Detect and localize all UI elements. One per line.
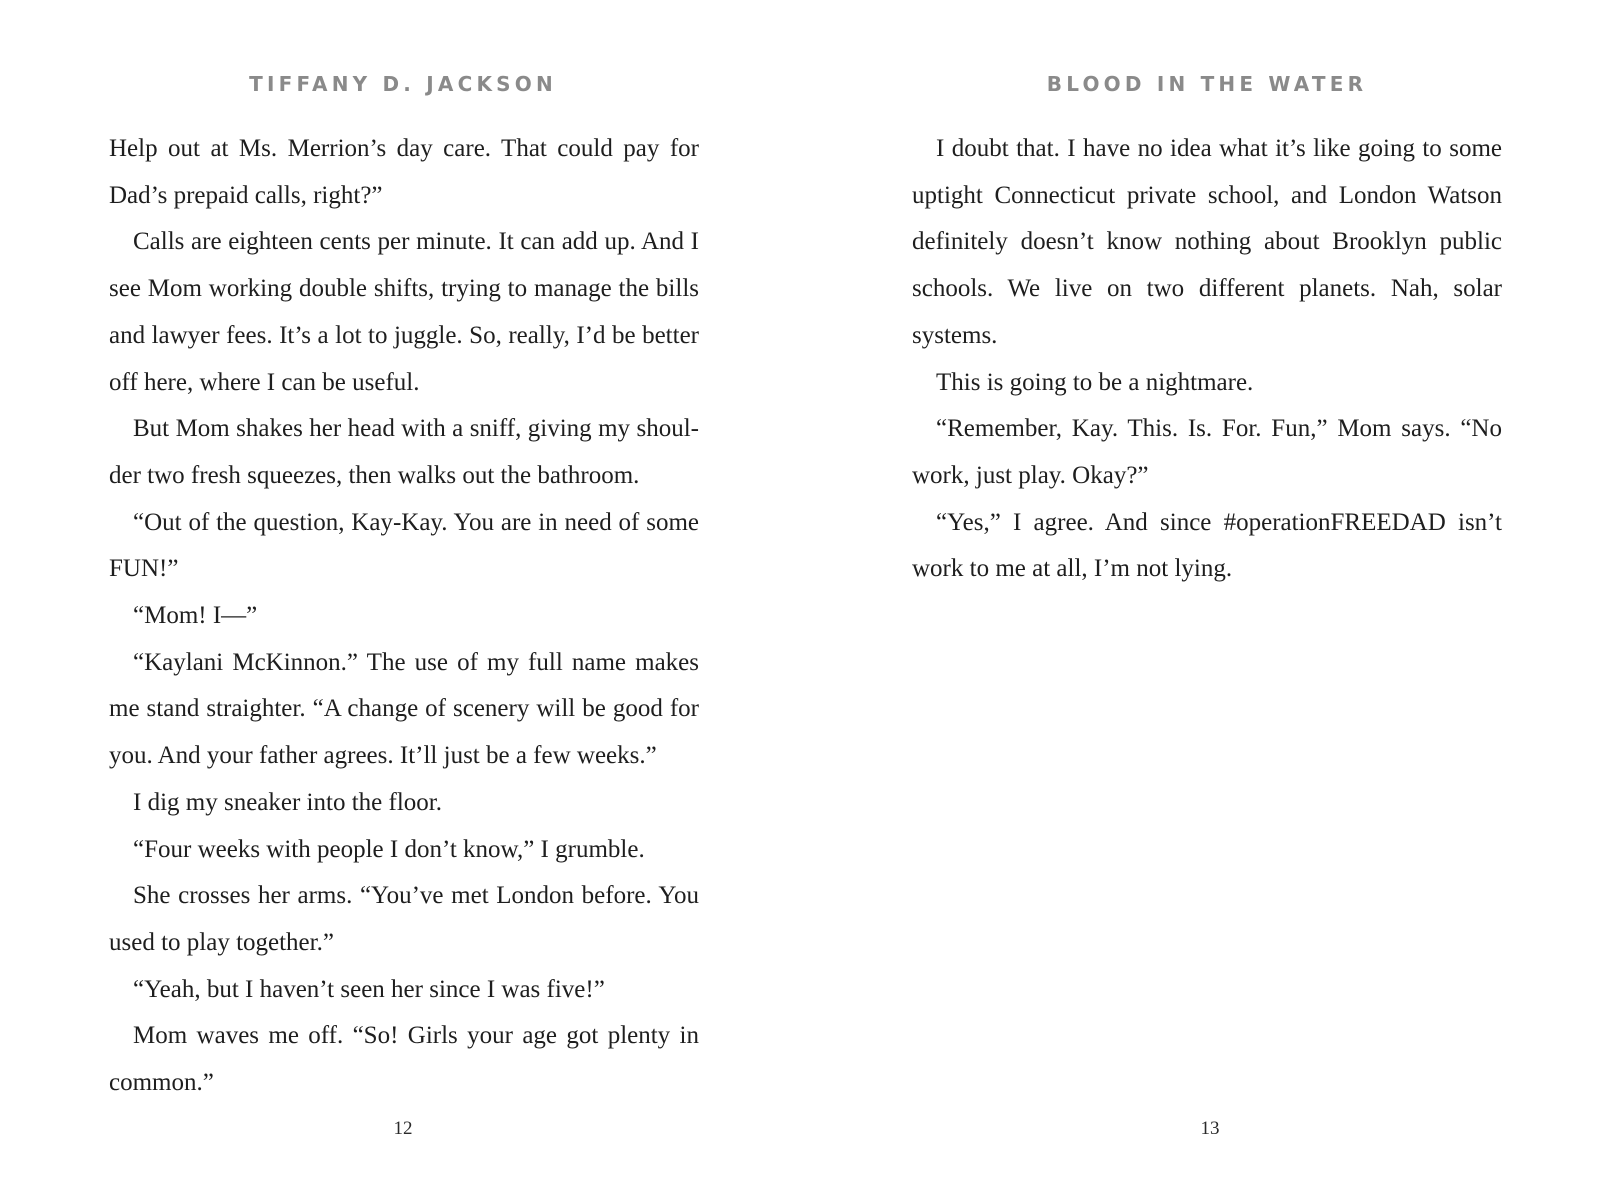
paragraph: “Kaylani McKinnon.” The use of my full name makes me stand straighter. “A change of scenery will be good for you. And your father agrees. It’ll just be a few weeks.” [109, 648, 699, 770]
paragraph: “Remember, Kay. This. Is. For. Fun,” Mom says. “No work, just play. Okay?” [912, 415, 1502, 489]
paragraph: “Out of the question, Kay-Kay. You are in need of some FUN!” [109, 508, 699, 583]
running-head-title: BLOOD IN THE WATER [1046, 72, 1368, 96]
paragraph: Calls are eighteen cents per minute. It can add up. And I see Mom working double shifts, trying to manage the bills and lawyer fees. It’s a lot to juggle. So, really, I’d be better off here, where I can be useful. [109, 228, 699, 396]
page-number: 13 [1200, 1118, 1220, 1139]
paragraph: She crosses her arms. “You’ve met London before. You used to play together.” [109, 882, 699, 956]
paragraph: “Four weeks with people I don’t know,” I grumble. [133, 835, 645, 863]
paragraph: “Mom! I—” [133, 602, 258, 630]
right-page [800, 0, 1600, 1200]
left-page-body [109, 126, 699, 1107]
paragraph: But Mom shakes her head with a sniff, giving my shoulder two fresh squeezes, then walks out the bathroom. [109, 415, 699, 489]
running-head-author: TIFFANY D. JACKSON [249, 72, 557, 96]
paragraph: I dig my sneaker into the floor. [133, 788, 442, 816]
paragraph: “Yes,” I agree. And since #operationFREEDAD isn’t work to me at all, I’m not lying. [912, 508, 1502, 583]
right-page-body [912, 126, 1502, 593]
paragraph: “Yeah, but I haven’t seen her since I was five!” [133, 975, 605, 1003]
paragraph: Help out at Ms. Merrion’s day care. That could pay for Dad’s prepaid calls, right?” [109, 135, 699, 209]
paragraph: This is going to be a nightmare. [936, 368, 1254, 396]
page-number: 12 [393, 1118, 413, 1139]
paragraph: Mom waves me off. “So! Girls your age got plenty in common.” [109, 1022, 699, 1097]
paragraph: I doubt that. I have no idea what it’s like going to some uptight Connecticut private school, and London Watson definitely doesn’t know nothing about Brooklyn public schools. We live on two different planets. Nah, solar systems. [912, 135, 1502, 349]
